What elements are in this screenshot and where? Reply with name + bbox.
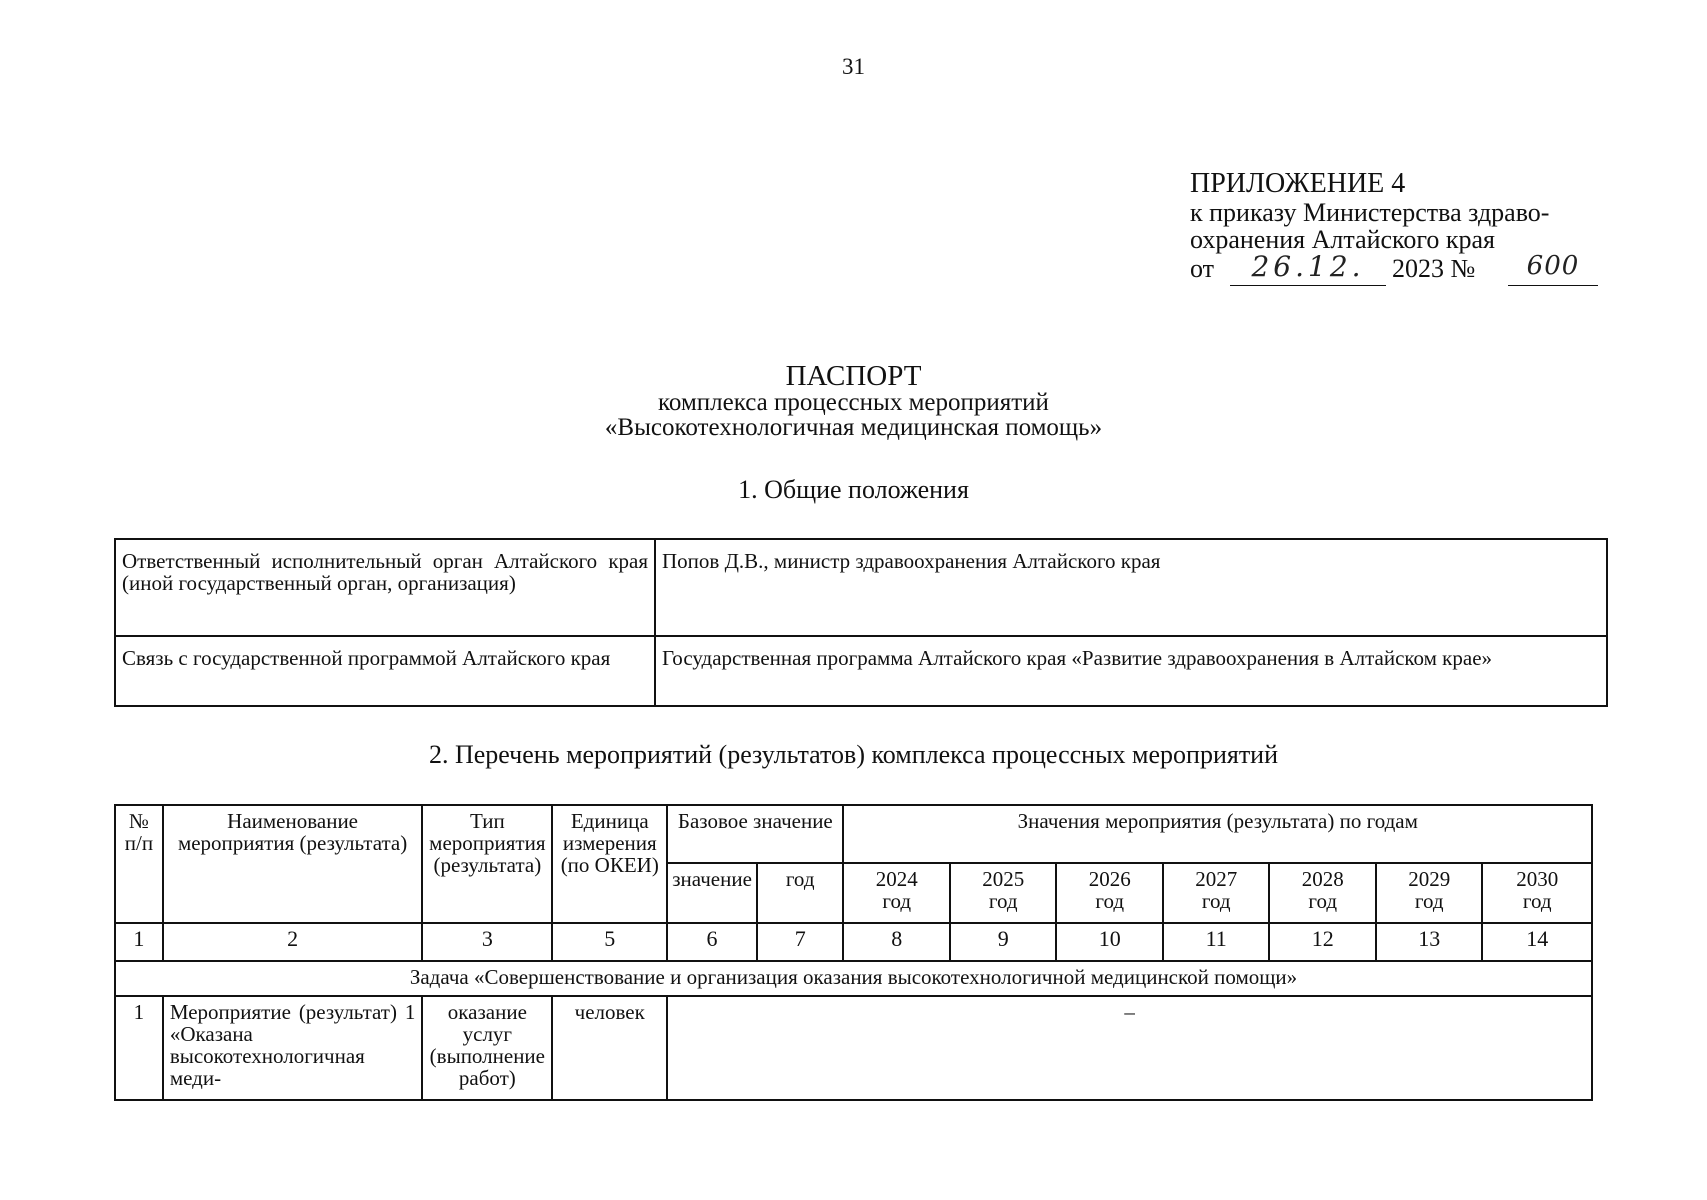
- event-values: –: [667, 996, 1592, 1100]
- passport-subtitle-1: комплекса процессных мероприятий: [658, 389, 1049, 416]
- column-number: 5: [552, 923, 667, 961]
- events-table: [114, 804, 1593, 1101]
- section-1-heading: 1. Общие положения: [738, 475, 969, 504]
- column-number: 10: [1056, 923, 1163, 961]
- col-header-year: 2026 год: [1056, 863, 1163, 923]
- col-header-year: 2024 год: [843, 863, 950, 923]
- column-number: 6: [667, 923, 757, 961]
- handwritten-date: 26.12.: [1230, 253, 1386, 286]
- col-header-by-years: Значения мероприятия (результата) по годам: [843, 805, 1592, 863]
- row-value: Попов Д.В., министр здравоохранения Алтайского края: [655, 539, 1607, 636]
- appendix-line-1: к приказу Министерства здраво-: [1190, 198, 1550, 227]
- col-header-year: 2028 год: [1269, 863, 1376, 923]
- col-header-year: 2027 год: [1163, 863, 1270, 923]
- event-name: Мероприятие (результат) 1 «Оказана высокотехнологичная меди-: [163, 996, 423, 1100]
- task-row: [115, 961, 1592, 996]
- col-header-unit: Единица измерения (по ОКЕИ): [552, 805, 667, 923]
- column-number: 7: [757, 923, 844, 961]
- passport-header: [0, 362, 1707, 440]
- column-number: 2: [163, 923, 423, 961]
- col-header-type: Тип мероприятия (результата): [422, 805, 552, 923]
- section-2-heading: 2. Перечень мероприятий (результатов) комплекса процессных мероприятий: [428, 740, 1279, 769]
- page-number: 31: [842, 54, 865, 79]
- col-header-year: 2025 год: [950, 863, 1057, 923]
- from-label: от: [1190, 254, 1215, 283]
- passport-subtitle-2: «Высокотехнологичная медицинская помощь»: [604, 414, 1103, 441]
- row-label: Связь с государственной программой Алтайского края: [115, 636, 655, 706]
- appendix-title: ПРИЛОЖЕНИЕ 4: [1190, 168, 1406, 199]
- column-numbers-row: [115, 923, 1592, 961]
- event-type: оказание услуг (выполнение работ): [422, 996, 552, 1100]
- col-header-base-year: год: [757, 863, 844, 923]
- column-number: 1: [115, 923, 163, 961]
- table-row: [115, 636, 1607, 706]
- appendix-block: [1190, 170, 1620, 287]
- general-provisions-table: [114, 538, 1608, 707]
- passport-title: ПАСПОРТ: [785, 360, 922, 392]
- event-unit: человек: [552, 996, 667, 1100]
- column-number: 13: [1376, 923, 1483, 961]
- order-date-line: [1190, 250, 1620, 287]
- column-number: 8: [843, 923, 950, 961]
- column-number: 3: [422, 923, 552, 961]
- handwritten-order-number: 600: [1508, 253, 1598, 286]
- column-number: 12: [1269, 923, 1376, 961]
- table-row: [115, 539, 1607, 636]
- table-row: [115, 996, 1592, 1100]
- column-number: 9: [950, 923, 1057, 961]
- header-row: [115, 805, 1592, 863]
- col-header-num: № п/п: [115, 805, 163, 923]
- column-number: 11: [1163, 923, 1270, 961]
- column-number: 14: [1482, 923, 1592, 961]
- task-title: Задача «Совершенствование и организация оказания высокотехнологичной медицинской помощи»: [115, 961, 1592, 996]
- col-header-year: 2029 год: [1376, 863, 1483, 923]
- col-header-year: 2030 год: [1482, 863, 1592, 923]
- appendix-line-2: охранения Алтайского края: [1190, 225, 1496, 254]
- row-number: 1: [115, 996, 163, 1100]
- row-label: Ответственный исполнительный орган Алтайского края (иной государственный орган, организация): [115, 539, 655, 636]
- col-header-base: Базовое значение: [667, 805, 843, 863]
- row-value: Государственная программа Алтайского края «Развитие здравоохранения в Алтайском крае»: [655, 636, 1607, 706]
- col-header-base-value: значение: [667, 863, 757, 923]
- year-number-label: 2023 №: [1392, 254, 1476, 283]
- col-header-name: Наименование мероприятия (результата): [163, 805, 423, 923]
